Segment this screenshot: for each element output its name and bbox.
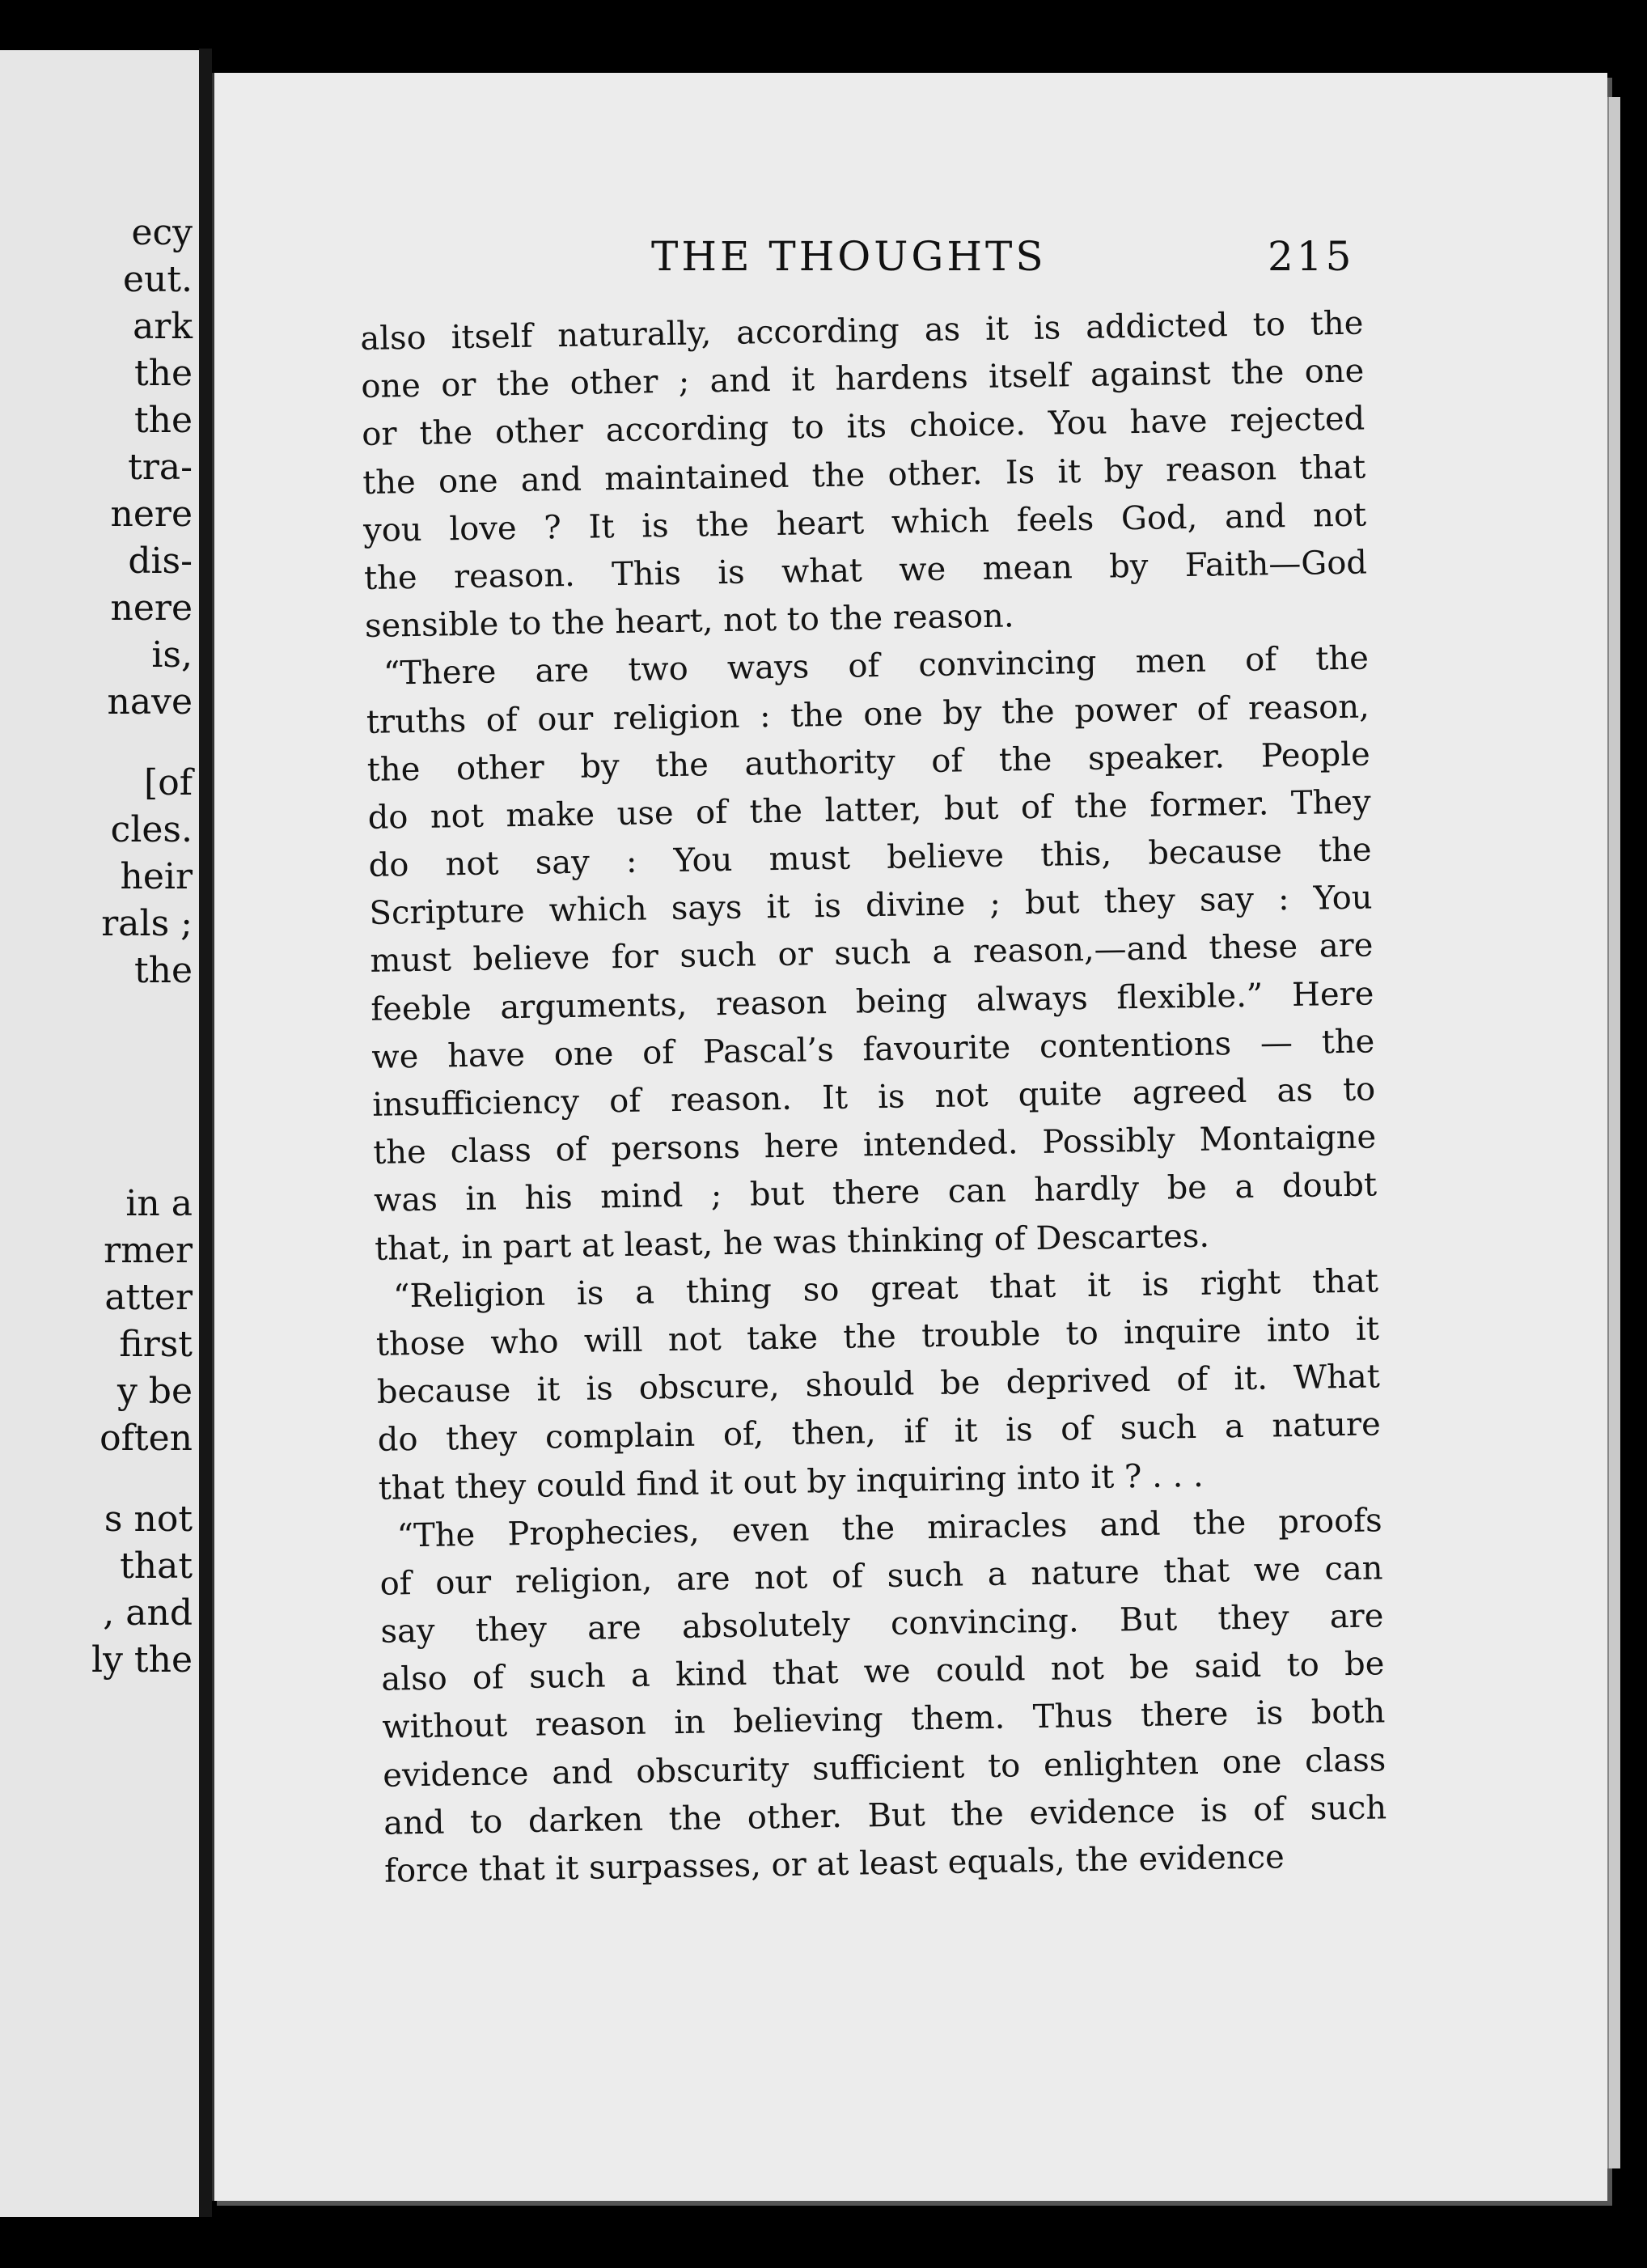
- previous-page-line: [of: [144, 762, 193, 803]
- previous-page-line: s not: [104, 1499, 193, 1540]
- page-number: 215: [1268, 233, 1355, 280]
- text-line: sensible to the heart, not to the reason.: [364, 597, 1014, 646]
- text-line: the reason. This is what we mean by Faith—God: [363, 544, 1368, 597]
- previous-page-line: the: [133, 353, 193, 394]
- previous-page-line: tra-: [128, 447, 193, 488]
- text-line: also of such a kind that we could not be said to be: [381, 1645, 1385, 1699]
- previous-page-line: rmer: [104, 1230, 193, 1271]
- running-head: [214, 233, 1607, 290]
- previous-page-line: nere: [110, 587, 193, 629]
- book-page: [212, 73, 1607, 2201]
- text-line: we have one of Pascal’s favourite contentions — the: [371, 1023, 1375, 1076]
- text-line: because it is obscure, should be deprived of it. What: [376, 1358, 1381, 1411]
- text-line: of our religion, are not of such a nature that we can: [379, 1549, 1383, 1603]
- text-line: must believe for such or such a reason,—and these are: [370, 926, 1374, 981]
- text-line: one or the other ; and it hardens itself against the one: [361, 352, 1365, 406]
- text-line: the other by the authority of the speaker. People: [366, 736, 1371, 789]
- previous-page-line: eut.: [122, 259, 193, 300]
- text-line: say they are absolutely convincing. But they are: [380, 1597, 1384, 1651]
- running-title: THE THOUGHTS: [651, 233, 1047, 280]
- previous-page-line: dis-: [128, 541, 193, 582]
- previous-page-line: y be: [116, 1371, 193, 1412]
- previous-page-line: heir: [120, 856, 193, 897]
- previous-page-line: ecy: [131, 212, 193, 253]
- text-line: “Religion is a thing so great that it is right that: [392, 1262, 1379, 1316]
- page-edge: [1607, 97, 1620, 2168]
- previous-page-line: the: [133, 950, 193, 991]
- previous-page-line: atter: [104, 1277, 193, 1318]
- text-line: feeble arguments, reason being always flexible.” Here: [370, 975, 1374, 1028]
- text-line: do not say : You must believe this, because the: [368, 831, 1372, 884]
- text-line: do not make use of the latter, but of the former. They: [367, 783, 1371, 837]
- text-line: without reason in believing them. Thus there is both: [382, 1693, 1386, 1747]
- previous-page-line: the: [133, 400, 193, 441]
- scan-border: [0, 2217, 1647, 2268]
- text-line: “There are two ways of convincing men of the: [383, 639, 1370, 693]
- text-line: evidence and obscurity sufficient to enlighten one class: [382, 1740, 1387, 1795]
- text-line: that they could find it out by inquiring into it ? . . .: [378, 1456, 1205, 1507]
- text-line: you love ? It is the heart which feels God, and not: [362, 496, 1367, 549]
- text-line: the one and maintained the other. Is it by reason that: [362, 448, 1366, 502]
- previous-page-line: that: [120, 1545, 193, 1587]
- text-line: “The Prophecies, even the miracles and the proofs: [396, 1502, 1382, 1555]
- text-line: force that it surpasses, or at least equals, the evidence: [383, 1838, 1285, 1890]
- previous-page-line: in a: [125, 1183, 193, 1224]
- previous-page-line: cles.: [110, 809, 193, 850]
- previous-page-line: nave: [107, 681, 193, 723]
- book-gutter: [199, 49, 212, 2225]
- previous-page-line: is,: [151, 634, 193, 676]
- text-line: Scripture which says it is divine ; but they say : You: [369, 879, 1373, 933]
- previous-page-line: rals ;: [101, 903, 193, 944]
- body-text: [360, 300, 1388, 1896]
- previous-page-line: , and: [103, 1592, 193, 1634]
- text-line: do they complain of, then, if it is of such a nature: [377, 1405, 1382, 1460]
- previous-page-line: ly the: [91, 1639, 193, 1681]
- text-line: that, in part at least, he was thinking of Descartes.: [374, 1217, 1210, 1268]
- text-line: also itself naturally, according as it is addicted to the: [360, 304, 1364, 358]
- text-line: or the other according to its choice. You have rejected: [361, 400, 1365, 454]
- text-line: truths of our religion : the one by the power of reason,: [366, 687, 1370, 741]
- text-line: and to darken the other. But the evidence is of such: [383, 1789, 1387, 1842]
- text-line: those who will not take the trouble to inquire into it: [375, 1310, 1380, 1363]
- previous-page-line: nere: [110, 494, 193, 535]
- text-line: insufficiency of reason. It is not quite agreed as to: [371, 1070, 1376, 1124]
- previous-page-line: first: [119, 1324, 193, 1365]
- text-line: was in his mind ; but there can hardly be a doubt: [373, 1166, 1378, 1220]
- previous-page-line: ark: [133, 306, 193, 347]
- previous-page-sliver: [0, 50, 202, 2219]
- previous-page-line: often: [99, 1418, 193, 1459]
- text-line: the class of persons here intended. Possibly Montaigne: [372, 1118, 1377, 1172]
